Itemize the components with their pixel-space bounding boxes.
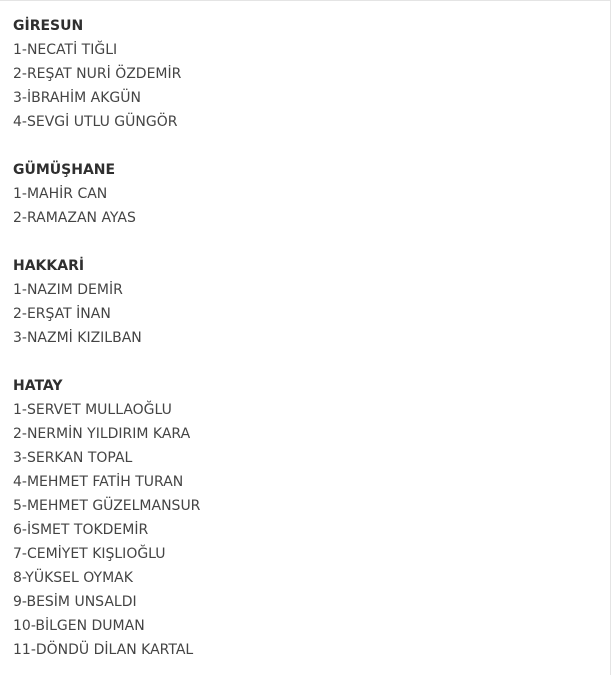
province-heading: GİRESUN	[13, 18, 84, 34]
candidate-name: 3-NAZMİ KIZILBAN	[13, 330, 142, 346]
candidate-name: 2-NERMİN YILDIRIM KARA	[13, 426, 191, 442]
candidate-name: 1-MAHİR CAN	[13, 186, 108, 202]
province-section-gumushane	[13, 158, 593, 230]
candidate-name: 9-BESİM UNSALDI	[13, 594, 137, 610]
candidate-name: 2-ERŞAT İNAN	[13, 306, 111, 322]
candidate-name: 5-MEHMET GÜZELMANSUR	[13, 498, 201, 514]
candidate-name: 3-SERKAN TOPAL	[13, 450, 133, 466]
candidate-name: 2-REŞAT NURİ ÖZDEMİR	[13, 66, 182, 82]
candidate-name: 1-NAZIM DEMİR	[13, 282, 123, 298]
candidate-name: 8-YÜKSEL OYMAK	[13, 570, 133, 586]
candidate-name: 4-SEVGİ UTLU GÜNGÖR	[13, 114, 178, 130]
candidate-name: 6-İSMET TOKDEMİR	[13, 522, 149, 538]
candidate-name: 1-SERVET MULLAOĞLU	[13, 402, 172, 418]
province-heading: HAKKARİ	[13, 258, 85, 274]
candidate-name: 1-NECATİ TIĞLI	[13, 42, 118, 58]
candidate-name: 11-DÖNDÜ DİLAN KARTAL	[13, 642, 194, 658]
candidate-name: 10-BİLGEN DUMAN	[13, 618, 145, 634]
candidate-name: 2-RAMAZAN AYAS	[13, 210, 136, 226]
candidate-name: 4-MEHMET FATİH TURAN	[13, 474, 184, 490]
province-section-hatay	[13, 374, 593, 662]
province-heading: GÜMÜŞHANE	[13, 162, 116, 178]
candidate-name: 7-CEMİYET KIŞLIOĞLU	[13, 546, 166, 562]
candidate-name: 3-İBRAHİM AKGÜN	[13, 90, 141, 106]
province-section-hakkari	[13, 254, 593, 350]
candidate-list	[13, 14, 593, 686]
province-section-giresun	[13, 14, 593, 134]
province-heading: HATAY	[13, 378, 63, 394]
